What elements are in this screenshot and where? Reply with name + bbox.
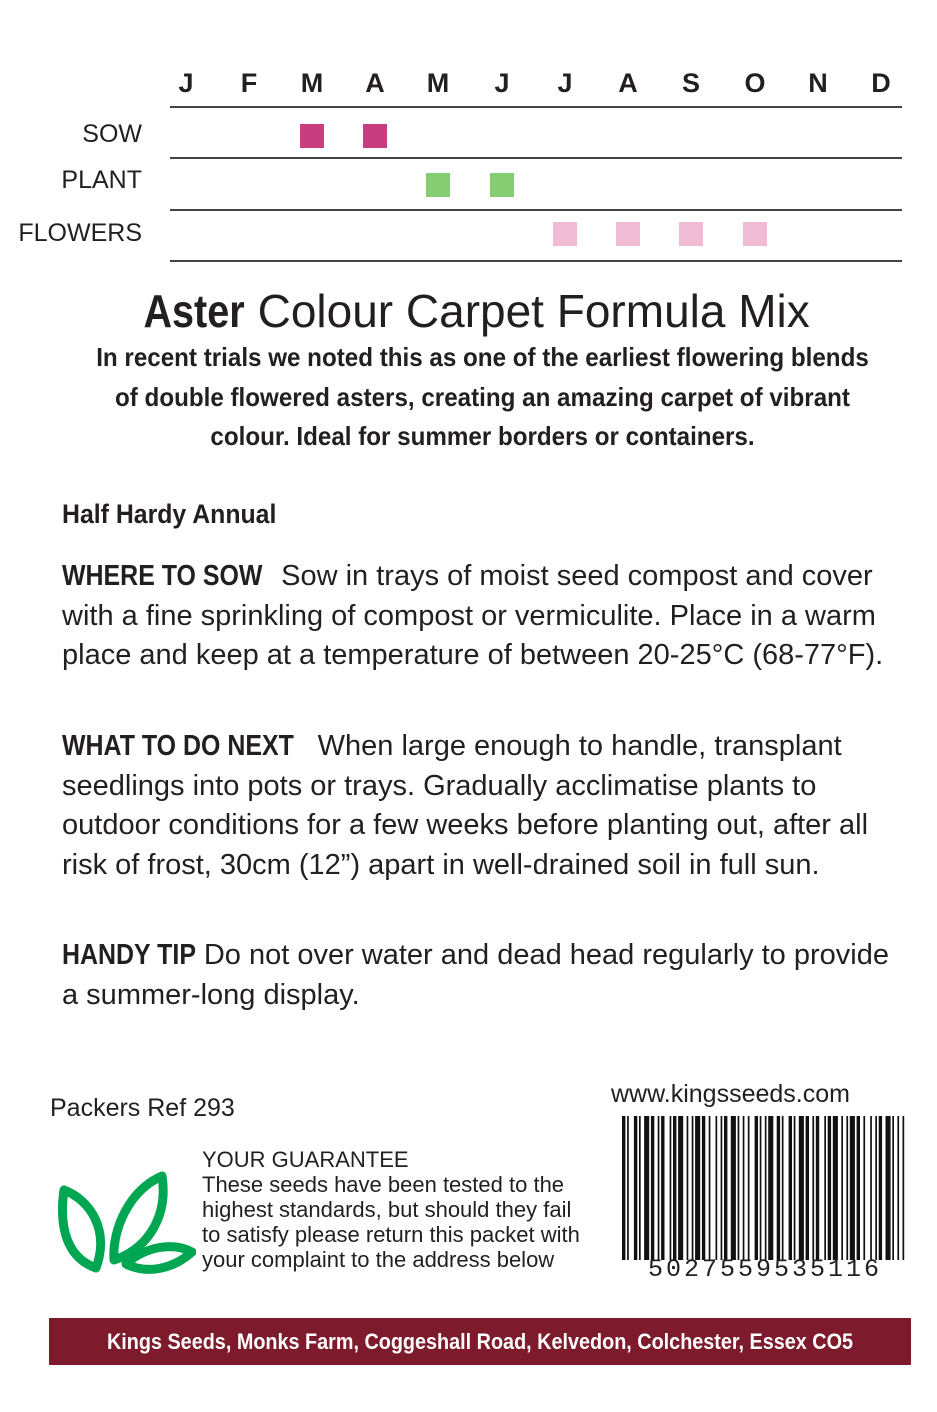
website-link[interactable]: www.kingsseeds.com xyxy=(611,1080,850,1108)
barcode-bar xyxy=(692,1116,694,1260)
handy-tip-heading: HANDY TIP xyxy=(62,939,196,971)
calendar-marker xyxy=(616,222,640,246)
month-label: F xyxy=(240,68,258,98)
barcode-bar xyxy=(644,1116,649,1260)
barcode-bar xyxy=(857,1116,860,1260)
guarantee-block xyxy=(202,1147,592,1272)
barcode-bar xyxy=(846,1116,848,1260)
where-to-sow-heading: WHERE TO SOW xyxy=(62,560,263,592)
barcode-bar xyxy=(816,1116,819,1260)
barcode-bar xyxy=(748,1116,750,1260)
barcode-bar xyxy=(634,1116,637,1260)
barcode-bar xyxy=(651,1116,654,1260)
calendar-divider xyxy=(170,209,902,211)
calendar-divider xyxy=(170,106,902,108)
barcode-bar xyxy=(799,1116,804,1260)
barcode-bar xyxy=(738,1116,740,1260)
calendar-marker xyxy=(426,173,450,197)
barcode-bar xyxy=(709,1116,711,1260)
product-name-bold: Aster xyxy=(143,285,245,337)
barcode-bar xyxy=(789,1116,792,1260)
barcode-bar xyxy=(812,1116,814,1260)
barcode-bar xyxy=(673,1116,676,1260)
calendar-marker xyxy=(679,222,703,246)
packers-ref: Packers Ref 293 xyxy=(50,1094,235,1122)
barcode-bar xyxy=(875,1116,877,1260)
what-to-do-next-text: When large enough to handle, transplant seedlings into pots or trays. Gradually acclimatise plants to outdoor conditions for a few weeks before planting out, after all risk of frost, 30cm (12”) apart in well-drained soil in full sun. xyxy=(62,730,869,881)
where-to-sow-section xyxy=(62,557,907,676)
barcode-bar xyxy=(661,1116,664,1260)
barcode-bar xyxy=(863,1116,865,1260)
calendar-marker xyxy=(490,173,514,197)
barcode-bar xyxy=(755,1116,758,1260)
barcode-bar xyxy=(886,1116,891,1260)
barcode-bar xyxy=(892,1116,894,1260)
product-name-rest: Colour Carpet Formula Mix xyxy=(257,285,810,337)
guarantee-title: YOUR GUARANTEE xyxy=(202,1147,409,1172)
address-text: Kings Seeds, Monks Farm, Coggeshall Road, Kelvedon, Colchester, Essex CO5 9PG xyxy=(106,1329,854,1401)
barcode-bar xyxy=(828,1116,831,1260)
barcode-bar xyxy=(765,1116,767,1260)
barcode-bar xyxy=(627,1116,629,1260)
handy-tip-section xyxy=(62,936,907,1015)
row-label-plant: PLANT xyxy=(61,166,142,194)
barcode-bar xyxy=(794,1116,796,1260)
month-label: O xyxy=(744,68,766,98)
barcode-bar xyxy=(716,1116,718,1260)
barcode-bar xyxy=(850,1116,855,1260)
plant-type: Half Hardy Annual xyxy=(62,499,277,529)
barcode-bar xyxy=(897,1116,899,1260)
barcode-bar xyxy=(806,1116,809,1260)
barcode-bar xyxy=(658,1116,660,1260)
row-label-flowers: FLOWERS xyxy=(18,219,142,247)
barcode-bar xyxy=(903,1116,905,1260)
month-label: D xyxy=(871,68,891,98)
barcode-bar xyxy=(695,1116,700,1260)
barcode-bar xyxy=(841,1116,843,1260)
what-to-do-next-heading: WHAT TO DO NEXT xyxy=(62,730,294,762)
handy-tip-text: Do not over water and dead head regularly to provide a summer-long display. xyxy=(62,939,889,1011)
calendar-divider xyxy=(170,260,902,262)
row-label-sow: SOW xyxy=(82,120,142,148)
month-label: N xyxy=(808,68,828,98)
calendar-marker xyxy=(363,124,387,148)
where-to-sow-text: Sow in trays of moist seed compost and cover with a fine sprinkling of compost or vermiculite. Place in a warm place and keep at a temperature of between 20-25°C (68-77°F). xyxy=(62,560,884,671)
barcode-bar xyxy=(670,1116,672,1260)
guarantee-text: These seeds have been tested to the highest standards, but should they fail to satisfy please return this packet with your complaint to the address below xyxy=(202,1172,580,1272)
month-label: A xyxy=(365,68,385,98)
what-to-do-next-section xyxy=(62,727,907,885)
barcode-bar xyxy=(833,1116,838,1260)
barcode-bar xyxy=(760,1116,762,1260)
address-footer xyxy=(49,1318,911,1401)
barcode-number: 5027559535116 xyxy=(647,1255,883,1284)
barcode-bar xyxy=(687,1116,689,1260)
product-description: In recent trials we noted this as one of the earliest flowering blends of double flowered asters, creating an amazing carpet of vibrant colour. Ideal for summer borders or containers. xyxy=(96,342,869,451)
barcode-bar xyxy=(743,1116,745,1260)
calendar-marker xyxy=(300,124,324,148)
calendar-divider xyxy=(170,157,902,159)
barcode-bar xyxy=(777,1116,780,1260)
calendar-marker xyxy=(553,222,577,246)
barcode-bar xyxy=(724,1116,727,1260)
month-label: J xyxy=(557,68,573,98)
calendar-marker xyxy=(743,222,767,246)
product-title xyxy=(0,282,937,340)
month-label: J xyxy=(178,68,194,98)
month-label: M xyxy=(426,68,450,98)
barcode-bar xyxy=(879,1116,882,1260)
barcode-bar xyxy=(731,1116,736,1260)
barcode-bar xyxy=(768,1116,773,1260)
month-label: A xyxy=(618,68,638,98)
barcode-bar xyxy=(639,1116,641,1260)
leaf-logo-icon xyxy=(54,1168,196,1274)
barcode-bar xyxy=(678,1116,683,1260)
month-label: S xyxy=(681,68,700,98)
barcode-bar xyxy=(870,1116,872,1260)
barcode-bar xyxy=(721,1116,723,1260)
month-label: J xyxy=(494,68,510,98)
month-label: M xyxy=(300,68,324,98)
barcode-image xyxy=(620,1116,910,1260)
barcode-bar xyxy=(824,1116,826,1260)
barcode-bar xyxy=(622,1116,625,1260)
barcode-bar xyxy=(782,1116,784,1260)
barcode-bar xyxy=(702,1116,705,1260)
